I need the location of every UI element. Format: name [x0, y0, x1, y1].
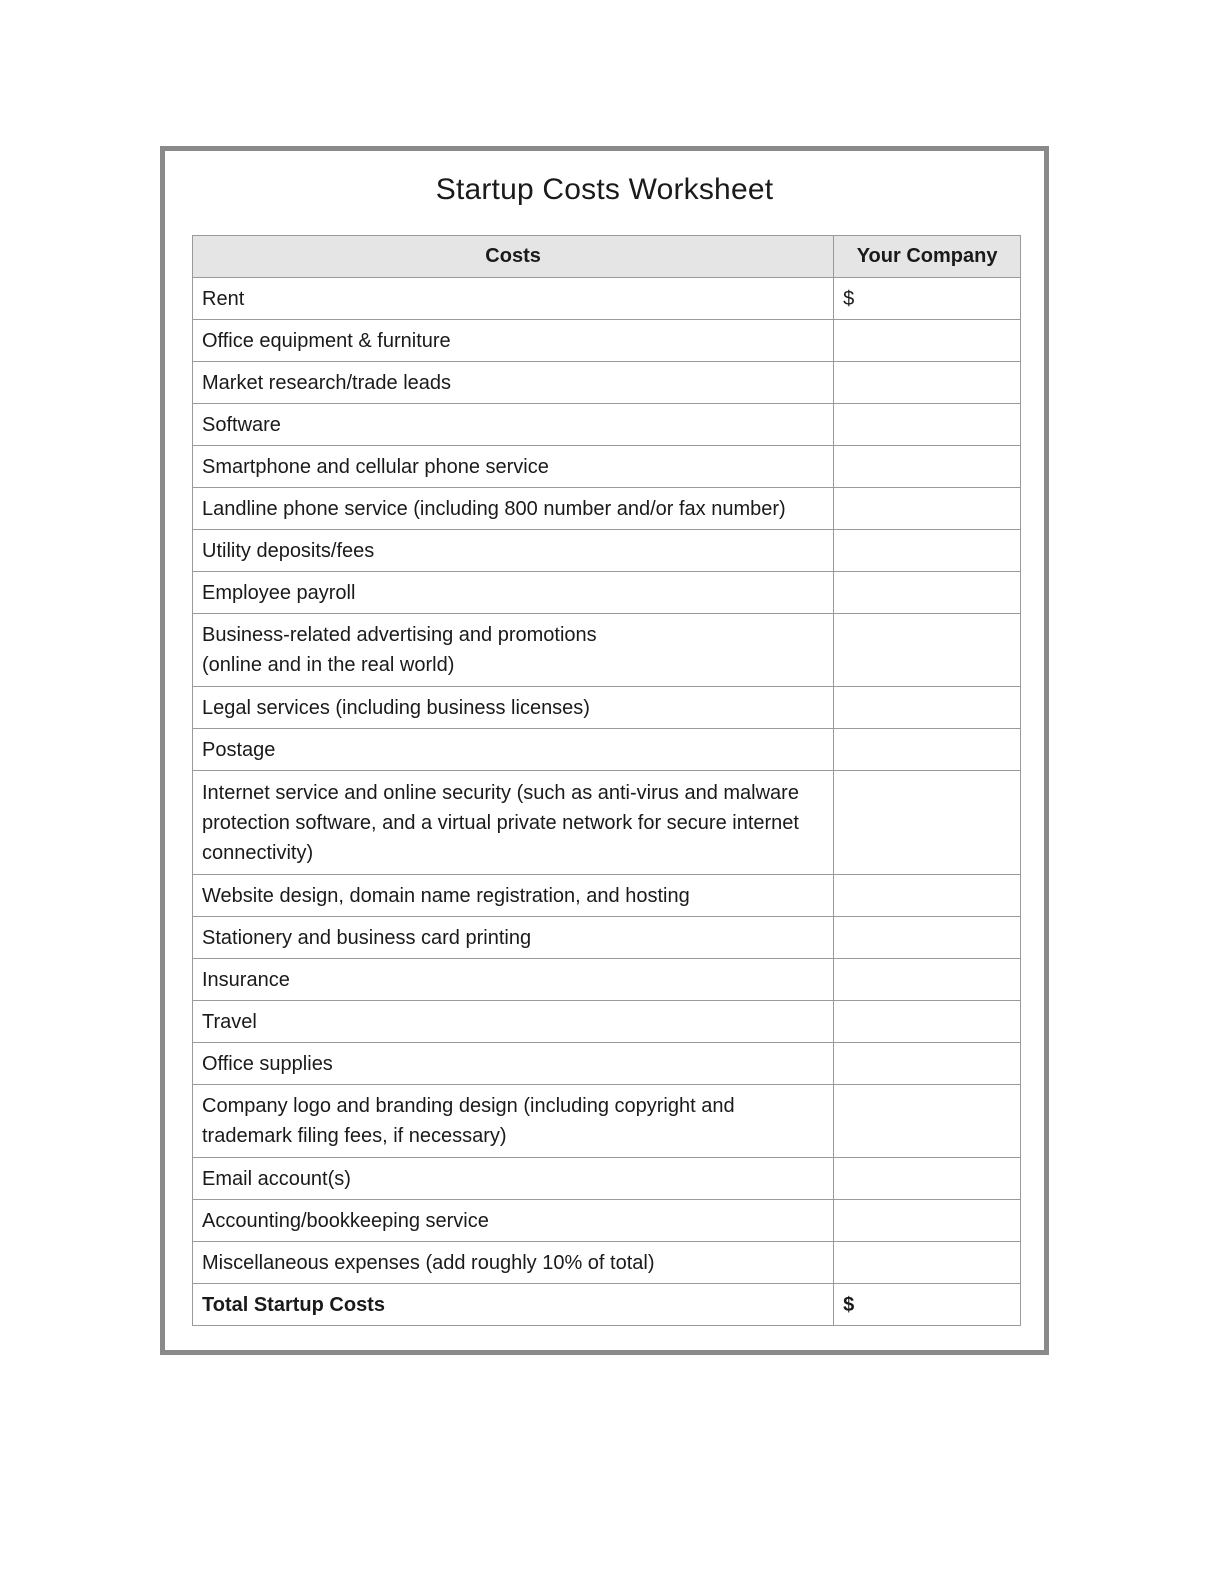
table-row [193, 1043, 1021, 1085]
table-row [193, 320, 1021, 362]
table-row [193, 1001, 1021, 1043]
your-company-value-cell[interactable] [834, 1158, 1021, 1200]
your-company-value-cell[interactable] [834, 530, 1021, 572]
cost-label: Smartphone and cellular phone service [193, 446, 834, 488]
cost-label: Office supplies [193, 1043, 834, 1085]
your-company-value-cell[interactable] [834, 1085, 1021, 1158]
table-row [193, 959, 1021, 1001]
table-row [193, 771, 1021, 875]
table-row [193, 1158, 1021, 1200]
cost-label: Stationery and business card printing [193, 917, 834, 959]
table-row [193, 362, 1021, 404]
cost-label: Business-related advertising and promotions (online and in the real world) [193, 614, 834, 687]
cost-label: Miscellaneous expenses (add roughly 10% of total) [193, 1242, 834, 1284]
cost-label: Postage [193, 729, 834, 771]
your-company-value-cell[interactable] [834, 614, 1021, 687]
cost-label: Insurance [193, 959, 834, 1001]
table-row [193, 1085, 1021, 1158]
cost-label: Market research/trade leads [193, 362, 834, 404]
table-row [193, 1200, 1021, 1242]
your-company-value-cell[interactable] [834, 917, 1021, 959]
your-company-value-cell[interactable] [834, 1242, 1021, 1284]
your-company-value-cell[interactable] [834, 362, 1021, 404]
table-row [193, 404, 1021, 446]
cost-label: Email account(s) [193, 1158, 834, 1200]
your-company-value-cell[interactable] [834, 771, 1021, 875]
table-body [193, 278, 1021, 1284]
table-row [193, 917, 1021, 959]
your-company-value-cell[interactable] [834, 572, 1021, 614]
your-company-value-cell[interactable] [834, 446, 1021, 488]
your-company-value-cell[interactable] [834, 959, 1021, 1001]
your-company-value-cell[interactable] [834, 404, 1021, 446]
worksheet-frame [160, 146, 1049, 1355]
cost-label: Landline phone service (including 800 number and/or fax number) [193, 488, 834, 530]
your-company-value-cell[interactable] [834, 1001, 1021, 1043]
table-row [193, 875, 1021, 917]
cost-label: Company logo and branding design (including copyright and trademark filing fees, if necessary) [193, 1085, 834, 1158]
column-header-costs: Costs [193, 236, 834, 278]
cost-label: Website design, domain name registration, and hosting [193, 875, 834, 917]
cost-label: Travel [193, 1001, 834, 1043]
table-row [193, 446, 1021, 488]
your-company-value-cell[interactable] [834, 875, 1021, 917]
cost-label: Utility deposits/fees [193, 530, 834, 572]
your-company-value-cell[interactable]: $ [834, 278, 1021, 320]
total-row [193, 1284, 1021, 1326]
table-row [193, 687, 1021, 729]
worksheet-title: Startup Costs Worksheet [435, 173, 774, 206]
table-row [193, 614, 1021, 687]
cost-label: Software [193, 404, 834, 446]
total-label: Total Startup Costs [193, 1284, 834, 1326]
your-company-value-cell[interactable] [834, 1043, 1021, 1085]
cost-label: Office equipment & furniture [193, 320, 834, 362]
cost-label: Internet service and online security (such as anti-virus and malware protection software, and a virtual private network for secure internet connectivity) [193, 771, 834, 875]
startup-costs-table [192, 235, 1021, 1326]
column-header-your-company: Your Company [834, 236, 1021, 278]
your-company-value-cell[interactable] [834, 729, 1021, 771]
table-row [193, 530, 1021, 572]
table-row [193, 278, 1021, 320]
your-company-value-cell[interactable] [834, 488, 1021, 530]
your-company-value-cell[interactable] [834, 320, 1021, 362]
cost-label: Accounting/bookkeeping service [193, 1200, 834, 1242]
table-row [193, 488, 1021, 530]
table-header-row [193, 236, 1021, 278]
cost-label: Employee payroll [193, 572, 834, 614]
table-row [193, 572, 1021, 614]
your-company-value-cell[interactable] [834, 1200, 1021, 1242]
cost-label: Rent [193, 278, 834, 320]
total-value-cell[interactable]: $ [834, 1284, 1021, 1326]
table-row [193, 1242, 1021, 1284]
cost-label: Legal services (including business licenses) [193, 687, 834, 729]
your-company-value-cell[interactable] [834, 687, 1021, 729]
table-row [193, 729, 1021, 771]
